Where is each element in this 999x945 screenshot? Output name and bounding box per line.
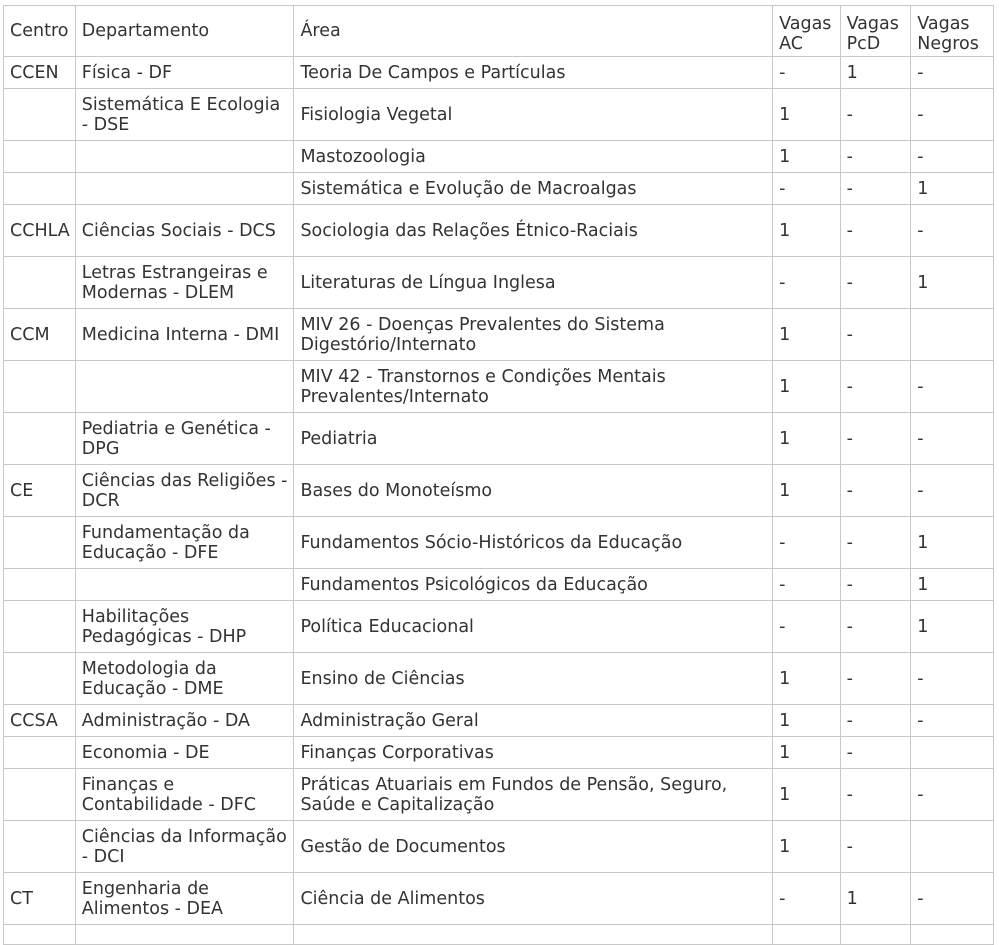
cell-pcd: - (840, 89, 911, 141)
cell-pcd: 1 (840, 873, 911, 925)
cell-pcd: - (840, 705, 911, 737)
cell-centro (4, 89, 76, 141)
cell-ac: - (773, 257, 840, 309)
table-row (4, 925, 994, 945)
cell-pcd: - (840, 361, 911, 413)
table-row (4, 737, 994, 769)
cell-negros: 1 (911, 517, 994, 569)
cell-departamento: Pediatria e Genética - DPG (75, 413, 294, 465)
cell-ac: 1 (773, 141, 840, 173)
cell-centro (4, 173, 76, 205)
table-row (4, 173, 994, 205)
cell-negros: 1 (911, 257, 994, 309)
cell-area (294, 925, 773, 945)
cell-departamento: Habilitações Pedagógicas - DHP (75, 601, 294, 653)
cell-departamento: Metodologia da Educação - DME (75, 653, 294, 705)
cell-departamento: Engenharia de Alimentos - DEA (75, 873, 294, 925)
cell-negros (911, 925, 994, 945)
header-centro: Centro (4, 6, 76, 57)
header-vagas-pcd: Vagas PcD (840, 6, 911, 57)
cell-negros: - (911, 205, 994, 257)
cell-pcd: - (840, 141, 911, 173)
cell-pcd: - (840, 653, 911, 705)
table-row (4, 361, 994, 413)
cell-centro (4, 257, 76, 309)
table-row (4, 601, 994, 653)
cell-area: Sociologia das Relações Étnico-Raciais (294, 205, 773, 257)
cell-pcd: - (840, 465, 911, 517)
cell-ac: - (773, 173, 840, 205)
cell-negros: - (911, 653, 994, 705)
cell-departamento: Sistemática E Ecologia - DSE (75, 89, 294, 141)
table-row (4, 705, 994, 737)
cell-departamento: Letras Estrangeiras e Modernas - DLEM (75, 257, 294, 309)
cell-area: Fisiologia Vegetal (294, 89, 773, 141)
cell-pcd: - (840, 517, 911, 569)
table-row (4, 821, 994, 873)
table-row (4, 141, 994, 173)
cell-centro: CCM (4, 309, 76, 361)
cell-negros: 1 (911, 569, 994, 601)
cell-pcd: - (840, 257, 911, 309)
cell-area: Mastozoologia (294, 141, 773, 173)
vacancies-table (3, 5, 994, 945)
cell-departamento (75, 569, 294, 601)
cell-negros: - (911, 873, 994, 925)
cell-ac: 1 (773, 769, 840, 821)
header-departamento: Departamento (75, 6, 294, 57)
table-row (4, 257, 994, 309)
table-row (4, 653, 994, 705)
cell-area: Pediatria (294, 413, 773, 465)
cell-area: MIV 26 - Doenças Prevalentes do Sistema Digestório/Internato (294, 309, 773, 361)
table-row (4, 205, 994, 257)
cell-ac: 1 (773, 465, 840, 517)
cell-departamento: Economia - DE (75, 737, 294, 769)
cell-pcd (840, 925, 911, 945)
cell-negros: - (911, 465, 994, 517)
cell-area: Práticas Atuariais em Fundos de Pensão, Seguro, Saúde e Capitalização (294, 769, 773, 821)
cell-centro (4, 601, 76, 653)
cell-negros (911, 821, 994, 873)
cell-departamento: Finanças e Contabilidade - DFC (75, 769, 294, 821)
cell-centro (4, 141, 76, 173)
cell-departamento: Ciências da Informação - DCI (75, 821, 294, 873)
cell-area: Gestão de Documentos (294, 821, 773, 873)
cell-centro (4, 769, 76, 821)
cell-departamento: Ciências Sociais - DCS (75, 205, 294, 257)
cell-pcd: 1 (840, 57, 911, 89)
table-header-row (4, 6, 994, 57)
cell-centro: CE (4, 465, 76, 517)
cell-departamento: Ciências das Religiões - DCR (75, 465, 294, 517)
cell-ac: 1 (773, 821, 840, 873)
cell-ac: 1 (773, 89, 840, 141)
cell-area: Sistemática e Evolução de Macroalgas (294, 173, 773, 205)
cell-ac: 1 (773, 205, 840, 257)
cell-area: Finanças Corporativas (294, 737, 773, 769)
cell-area: Bases do Monoteísmo (294, 465, 773, 517)
cell-ac: 1 (773, 413, 840, 465)
table-row (4, 465, 994, 517)
cell-ac: - (773, 569, 840, 601)
cell-area: Política Educacional (294, 601, 773, 653)
table-row (4, 89, 994, 141)
cell-negros (911, 737, 994, 769)
table-row (4, 769, 994, 821)
cell-centro (4, 517, 76, 569)
cell-centro: CCEN (4, 57, 76, 89)
cell-area: MIV 42 - Transtornos e Condições Mentais Prevalentes/Internato (294, 361, 773, 413)
cell-area: Literaturas de Língua Inglesa (294, 257, 773, 309)
cell-departamento: Medicina Interna - DMI (75, 309, 294, 361)
cell-ac: 1 (773, 361, 840, 413)
cell-ac: 1 (773, 309, 840, 361)
cell-negros: 1 (911, 601, 994, 653)
cell-centro (4, 569, 76, 601)
cell-ac: - (773, 873, 840, 925)
cell-centro (4, 925, 76, 945)
cell-departamento: Administração - DA (75, 705, 294, 737)
cell-departamento (75, 141, 294, 173)
cell-area: Fundamentos Sócio-Históricos da Educação (294, 517, 773, 569)
cell-ac: 1 (773, 705, 840, 737)
cell-centro: CCHLA (4, 205, 76, 257)
cell-negros (911, 309, 994, 361)
cell-negros: - (911, 141, 994, 173)
cell-ac: - (773, 517, 840, 569)
cell-centro (4, 361, 76, 413)
table-row (4, 413, 994, 465)
cell-departamento: Física - DF (75, 57, 294, 89)
cell-area: Teoria De Campos e Partículas (294, 57, 773, 89)
table-row (4, 309, 994, 361)
cell-centro: CT (4, 873, 76, 925)
header-vagas-ac: Vagas AC (773, 6, 840, 57)
header-vagas-negros: Vagas Negros (911, 6, 994, 57)
table-row (4, 57, 994, 89)
cell-pcd: - (840, 309, 911, 361)
header-area: Área (294, 6, 773, 57)
cell-departamento: Fundamentação da Educação - DFE (75, 517, 294, 569)
cell-area: Ciência de Alimentos (294, 873, 773, 925)
cell-departamento (75, 173, 294, 205)
cell-ac: - (773, 57, 840, 89)
cell-area: Ensino de Ciências (294, 653, 773, 705)
cell-ac: 1 (773, 653, 840, 705)
table-row (4, 873, 994, 925)
cell-centro (4, 821, 76, 873)
cell-departamento (75, 925, 294, 945)
cell-pcd: - (840, 601, 911, 653)
cell-centro (4, 737, 76, 769)
cell-pcd: - (840, 569, 911, 601)
cell-ac (773, 925, 840, 945)
cell-pcd: - (840, 821, 911, 873)
cell-centro (4, 413, 76, 465)
cell-pcd: - (840, 769, 911, 821)
cell-pcd: - (840, 205, 911, 257)
cell-negros: - (911, 705, 994, 737)
cell-negros: - (911, 769, 994, 821)
cell-centro: CCSA (4, 705, 76, 737)
cell-area: Fundamentos Psicológicos da Educação (294, 569, 773, 601)
cell-departamento (75, 361, 294, 413)
cell-negros: - (911, 89, 994, 141)
cell-negros: - (911, 57, 994, 89)
cell-negros: - (911, 361, 994, 413)
table-row (4, 569, 994, 601)
cell-negros: - (911, 413, 994, 465)
cell-centro (4, 653, 76, 705)
cell-pcd: - (840, 413, 911, 465)
cell-area: Administração Geral (294, 705, 773, 737)
cell-ac: 1 (773, 737, 840, 769)
cell-ac: - (773, 601, 840, 653)
cell-pcd: - (840, 173, 911, 205)
cell-pcd: - (840, 737, 911, 769)
table-row (4, 517, 994, 569)
cell-negros: 1 (911, 173, 994, 205)
